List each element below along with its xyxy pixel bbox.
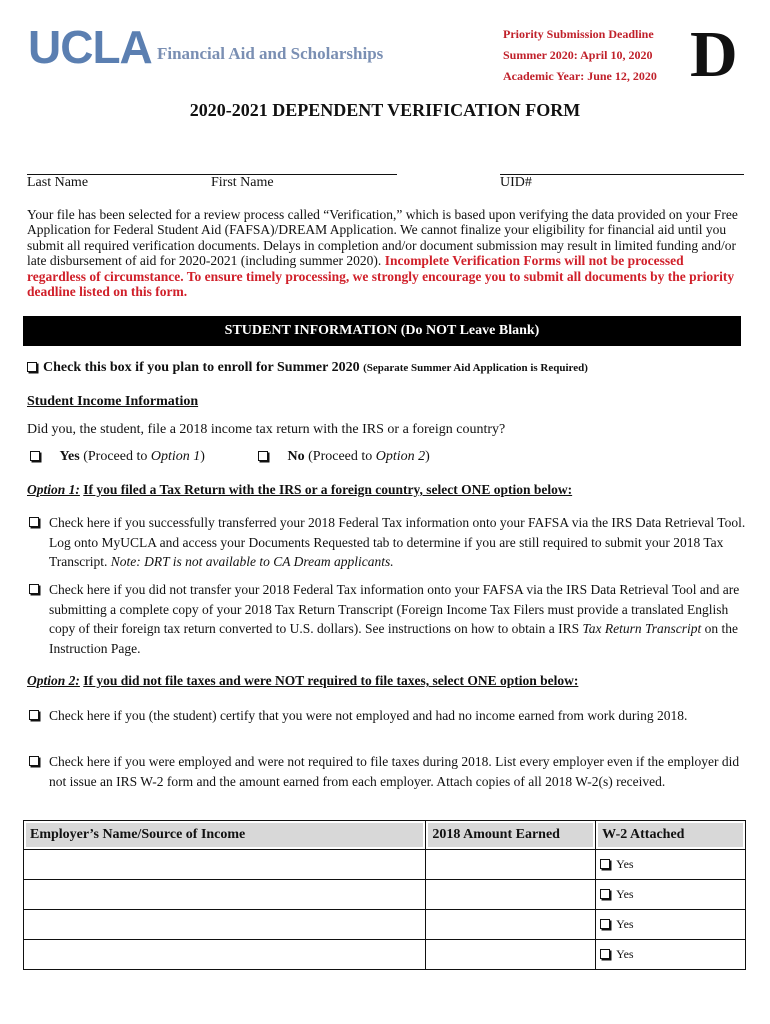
income-heading: Student Income Information (27, 394, 199, 409)
tax-question: Did you, the student, file a 2018 income tax return with the IRS or a foreign country? (27, 422, 506, 437)
w2-checkbox[interactable] (600, 859, 610, 869)
no-option (258, 449, 430, 465)
last-name-label: Last Name (27, 175, 89, 190)
col-w2-header: W-2 Attached (596, 821, 746, 850)
w2-yes-label: Yes (616, 857, 634, 871)
w2-yes-label: Yes (616, 947, 634, 961)
student-info-heading: STUDENT INFORMATION (Do NOT Leave Blank) (23, 316, 741, 346)
w2-cell (596, 940, 746, 970)
summer-checkbox[interactable] (27, 362, 37, 372)
option2-item1 (27, 706, 747, 726)
employer-cell[interactable] (24, 850, 426, 880)
yes-note-prefix: (Proceed to (83, 449, 151, 464)
employer-table-header (24, 821, 746, 850)
w2-yes-label: Yes (616, 887, 634, 901)
employer-cell[interactable] (24, 880, 426, 910)
option1-label: Option 1: (27, 482, 80, 497)
intro-text: Your file has been selected for a review process called “Verification,” which is based upon verifying the data provided on your Free Application for Federal Student Aid (FAFSA)/DREAM Application. We cannot finalize your eligibility for financial aid until you submit all required verification documents. Delays in completion and/or document submission may result in limited funding and/or late disbursement of aid for 2020-2021 (including summer 2020). (27, 207, 738, 269)
table-row (24, 880, 746, 910)
option2-item2-text: Check here if you were employed and were not required to file taxes during 2018. List every employer even if the employer did not issue an IRS W-2 form and the amount earned from each employer. Attach copies of all 2018 W-2(s) received. (49, 754, 740, 789)
col-employer-header: Employer’s Name/Source of Income (24, 821, 426, 850)
summer-enroll-row (27, 360, 588, 376)
w2-checkbox[interactable] (600, 919, 610, 929)
employer-cell[interactable] (24, 910, 426, 940)
intro-warning: Incomplete Verification Forms will not be processed regardless of circumstance. To ensure timely processing, we strongly encourage you to submit all documents by the priority deadline listed on this form. (27, 253, 735, 300)
no-note-suffix: ) (425, 449, 430, 464)
w2-yes-label: Yes (616, 917, 634, 931)
option1-item2 (27, 580, 747, 658)
w2-checkbox[interactable] (600, 949, 610, 959)
yes-note-option: Option 1 (150, 449, 201, 464)
col-amount-header: 2018 Amount Earned (426, 821, 596, 850)
yes-checkbox[interactable] (30, 451, 40, 461)
no-checkbox[interactable] (258, 451, 268, 461)
option1-item2-italic: Tax Return Transcript (582, 621, 702, 636)
option1-item1-checkbox[interactable] (29, 517, 39, 527)
ucla-logo: UCLA (28, 21, 152, 73)
amount-cell[interactable] (426, 880, 596, 910)
option2-item2 (27, 752, 747, 791)
uid-line[interactable] (500, 174, 744, 175)
employer-table (23, 820, 746, 970)
option1-item2-text: Check here if you did not transfer your 2018 Federal Tax information onto your FAFSA via the IRS Data Retrieval Tool and are submitting a complete copy of your 2018 Tax Return Transcript (Foreign Income Tax Filers must provide a translated English copy of their foreign tax return converted to U.S. dollars). See instructions on how to obtain a IRS (49, 582, 740, 636)
option1-item1-text: Check here if you successfully transferred your 2018 Federal Tax information onto your FAFSA via the IRS Data Retrieval Tool. Log onto MyUCLA and access your Documents Requested tab to determine if you are still required to submit your 2018 Tax Transcript. (49, 515, 746, 569)
option1-heading-text: If you filed a Tax Return with the IRS or a foreign country, select ONE option below: (83, 482, 573, 497)
table-row (24, 910, 746, 940)
first-name-label: First Name (211, 175, 274, 190)
table-row (24, 940, 746, 970)
option2-item1-text: Check here if you (the student) certify that you were not employed and had no income earned from work during 2018. (49, 708, 688, 723)
w2-checkbox[interactable] (600, 889, 610, 899)
department-name: Financial Aid and Scholarships (157, 44, 384, 63)
amount-cell[interactable] (426, 910, 596, 940)
yes-label: Yes (59, 449, 80, 464)
option1-item2-suffix: on the Instruction Page. (49, 621, 739, 656)
yes-note-suffix: ) (200, 449, 205, 464)
table-row (24, 850, 746, 880)
form-title: 2020-2021 DEPENDENT VERIFICATION FORM (189, 100, 581, 120)
option2-item2-checkbox[interactable] (29, 756, 39, 766)
option1-item1 (27, 513, 747, 572)
yes-option (30, 449, 205, 465)
no-label: No (287, 449, 305, 464)
option2-item1-checkbox[interactable] (29, 710, 39, 720)
form-letter: D (690, 18, 738, 91)
option2-heading-text: If you did not file taxes and were NOT required to file taxes, select ONE option below: (83, 673, 579, 688)
deadline-title: Priority Submission Deadline (503, 27, 654, 41)
deadline-academic: Academic Year: June 12, 2020 (503, 69, 657, 83)
w2-cell (596, 880, 746, 910)
option1-item1-note: Note: DRT is not available to CA Dream applicants. (110, 554, 394, 569)
option2-heading (27, 673, 578, 689)
option1-item2-checkbox[interactable] (29, 584, 39, 594)
amount-cell[interactable] (426, 940, 596, 970)
intro-paragraph (27, 207, 745, 299)
no-note-prefix: (Proceed to (308, 449, 376, 464)
amount-cell[interactable] (426, 850, 596, 880)
no-note-option: Option 2 (375, 449, 426, 464)
summer-note: (Separate Summer Aid Application is Required) (363, 362, 588, 374)
w2-cell (596, 910, 746, 940)
option1-heading (27, 482, 572, 498)
summer-check-label: Check this box if you plan to enroll for Summer 2020 (43, 360, 360, 375)
uid-label: UID# (500, 175, 532, 190)
employer-cell[interactable] (24, 940, 426, 970)
option2-label: Option 2: (27, 673, 80, 688)
w2-cell (596, 850, 746, 880)
deadline-summer: Summer 2020: April 10, 2020 (503, 48, 653, 62)
